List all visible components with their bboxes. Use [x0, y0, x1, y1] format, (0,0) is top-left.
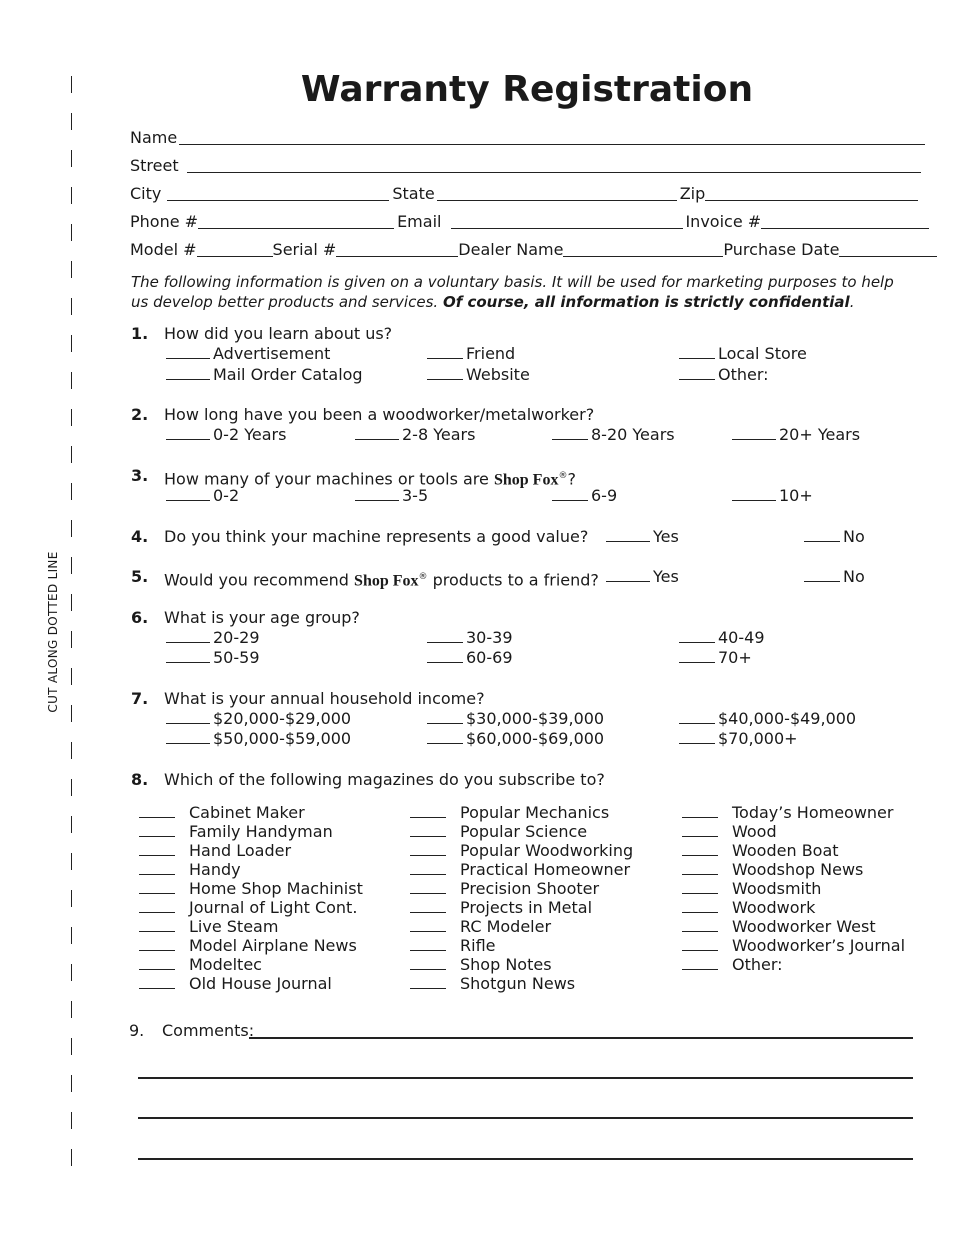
state-field[interactable] — [437, 183, 677, 201]
magazine-label: Today’s Homeowner — [732, 803, 894, 822]
city-row — [130, 182, 918, 204]
street-label: Street — [130, 156, 179, 175]
magazine-checkbox[interactable] — [139, 955, 175, 970]
q3-option[interactable]: 0-2 — [166, 486, 239, 506]
cut-mark — [71, 261, 72, 278]
magazine-label: Practical Homeowner — [460, 860, 631, 879]
phone-label: Phone # — [130, 212, 199, 231]
magazine-checkbox[interactable] — [410, 860, 446, 875]
q6-option[interactable]: 40-49 — [679, 628, 765, 648]
q1-option[interactable]: Website — [427, 365, 530, 385]
q6-option[interactable]: 30-39 — [427, 628, 513, 648]
magazine-checkbox[interactable] — [682, 955, 718, 970]
magazine-checkbox[interactable] — [410, 898, 446, 913]
magazine-checkbox[interactable] — [139, 860, 175, 875]
cut-mark — [71, 964, 72, 981]
q8-number: 8. — [131, 770, 149, 789]
q9-text: Comments: — [162, 1021, 255, 1040]
magazine-label: Shop Notes — [460, 955, 552, 974]
magazine-checkbox[interactable] — [682, 936, 718, 951]
q5-no[interactable]: No — [804, 567, 865, 587]
magazine-label: Popular Woodworking — [460, 841, 634, 860]
q7-option[interactable]: $60,000-$69,000 — [427, 729, 604, 749]
q5-number: 5. — [131, 567, 149, 586]
magazine-label: Precision Shooter — [460, 879, 600, 898]
magazine-checkbox[interactable] — [410, 974, 446, 989]
brand-name: Shop Fox — [354, 572, 419, 590]
magazine-checkbox[interactable] — [410, 803, 446, 818]
q7-option[interactable]: $70,000+ — [679, 729, 798, 749]
magazine-label: Hand Loader — [189, 841, 292, 860]
purchase-date-label: Purchase Date — [723, 240, 840, 259]
q3-option[interactable]: 3-5 — [355, 486, 428, 506]
q1-number: 1. — [131, 324, 149, 343]
email-field[interactable] — [451, 211, 683, 229]
magazine-checkbox[interactable] — [682, 803, 718, 818]
magazine-checkbox[interactable] — [139, 879, 175, 894]
cut-mark — [71, 705, 72, 722]
street-field[interactable] — [187, 155, 921, 173]
cut-mark — [71, 853, 72, 870]
invoice-field[interactable] — [761, 211, 929, 229]
q6-option[interactable]: 70+ — [679, 648, 752, 668]
magazine-label: Journal of Light Cont. — [189, 898, 358, 917]
intro-bold: Of course, all information is strictly confidential — [442, 293, 850, 311]
cut-mark — [71, 557, 72, 574]
comments-line[interactable] — [138, 1077, 913, 1079]
magazine-checkbox[interactable] — [139, 898, 175, 913]
magazine-label: Wood — [732, 822, 777, 841]
magazine-label: Live Steam — [189, 917, 279, 936]
serial-field[interactable] — [336, 239, 458, 257]
cut-mark — [71, 483, 72, 500]
magazine-label: RC Modeler — [460, 917, 552, 936]
magazine-checkbox[interactable] — [682, 898, 718, 913]
cut-mark — [71, 409, 72, 426]
q5-yes[interactable]: Yes — [606, 567, 679, 587]
magazine-checkbox[interactable] — [139, 936, 175, 951]
invoice-label: Invoice # — [685, 212, 762, 231]
magazine-checkbox[interactable] — [682, 841, 718, 856]
magazine-checkbox[interactable] — [682, 822, 718, 837]
magazine-checkbox[interactable] — [682, 879, 718, 894]
magazine-label: Woodworker’s Journal — [732, 936, 906, 955]
cut-mark — [71, 1149, 72, 1166]
magazine-checkbox[interactable] — [139, 822, 175, 837]
city-label: City — [130, 184, 162, 203]
magazine-checkbox[interactable] — [139, 974, 175, 989]
zip-field[interactable] — [705, 183, 918, 201]
zip-label: Zip — [679, 184, 706, 203]
q8-text: Which of the following magazines do you subscribe to? — [164, 770, 605, 789]
cut-mark — [71, 520, 72, 537]
cut-mark — [71, 594, 72, 611]
q4-yes[interactable]: Yes — [606, 527, 679, 547]
magazine-checkbox[interactable] — [139, 917, 175, 932]
phone-field[interactable] — [198, 211, 394, 229]
dealer-field[interactable] — [563, 239, 723, 257]
magazine-label: Cabinet Maker — [189, 803, 305, 822]
cut-mark — [71, 335, 72, 352]
q2-option[interactable]: 8-20 Years — [552, 425, 675, 445]
magazine-checkbox[interactable] — [410, 917, 446, 932]
q7-option[interactable]: $20,000-$29,000 — [166, 709, 351, 729]
cut-mark — [71, 1001, 72, 1018]
q9-number: 9. — [129, 1021, 145, 1040]
comments-line[interactable] — [249, 1037, 913, 1039]
cut-mark — [71, 890, 72, 907]
state-label: State — [392, 184, 435, 203]
magazine-label: Woodworker West — [732, 917, 876, 936]
q3-option[interactable]: 6-9 — [552, 486, 617, 506]
brand-name: Shop Fox — [493, 471, 559, 489]
magazine-label: Other: — [732, 955, 783, 974]
magazine-label: Rifle — [460, 936, 496, 955]
magazine-checkbox[interactable] — [410, 879, 446, 894]
cut-mark — [71, 1112, 72, 1129]
q4-number: 4. — [131, 527, 149, 546]
q1-option[interactable]: Other: — [679, 365, 769, 385]
q4-text: Do you think your machine represents a good value? — [164, 527, 589, 546]
q1-option[interactable]: Advertisement — [166, 344, 330, 364]
serial-label: Serial # — [272, 240, 337, 259]
magazine-label: Handy — [189, 860, 241, 879]
q2-option[interactable]: 20+ Years — [732, 425, 860, 445]
cut-mark — [71, 150, 72, 167]
street-row — [130, 154, 921, 176]
q1-option[interactable]: Mail Order Catalog — [166, 365, 363, 385]
q5-text: Would you recommend Shop Fox® products to a friend? — [164, 570, 599, 590]
name-row — [130, 126, 925, 148]
intro-text: The following information is given on a voluntary basis. It will be used for marketing purposes to help us develop better products and services. — [131, 273, 894, 311]
cut-label: CUT ALONG DOTTED LINE — [46, 551, 60, 713]
model-field[interactable] — [197, 239, 273, 257]
magazine-label: Old House Journal — [189, 974, 332, 993]
intro-end: . — [849, 293, 855, 311]
cut-mark — [71, 298, 72, 315]
page-title: Warranty Registration — [300, 69, 754, 110]
cut-mark — [71, 446, 72, 463]
dealer-label: Dealer Name — [458, 240, 564, 259]
q4-no[interactable]: No — [804, 527, 865, 547]
q1-option[interactable]: Local Store — [679, 344, 807, 364]
model-label: Model # — [130, 240, 197, 259]
name-field[interactable] — [179, 127, 925, 145]
magazine-checkbox[interactable] — [139, 841, 175, 856]
q7-text: What is your annual household income? — [164, 689, 485, 708]
q2-option[interactable]: 0-2 Years — [166, 425, 286, 445]
cut-mark — [71, 1038, 72, 1055]
cut-mark — [71, 742, 72, 759]
q2-number: 2. — [131, 405, 149, 424]
cut-mark — [71, 668, 72, 685]
magazine-label: Woodshop News — [732, 860, 864, 879]
magazine-checkbox[interactable] — [410, 822, 446, 837]
magazine-label: Family Handyman — [189, 822, 333, 841]
magazine-label: Model Airplane News — [189, 936, 357, 955]
q7-number: 7. — [131, 689, 149, 708]
q3-text: How many of your machines or tools are Shop Fox®? — [164, 469, 576, 489]
q6-number: 6. — [131, 608, 149, 627]
magazine-label: Projects in Metal — [460, 898, 593, 917]
email-label: Email — [397, 212, 442, 231]
cut-mark — [71, 1075, 72, 1092]
cut-mark — [71, 816, 72, 833]
magazine-label: Shotgun News — [460, 974, 576, 993]
q6-option[interactable]: 60-69 — [427, 648, 513, 668]
cut-mark — [71, 779, 72, 796]
comments-line[interactable] — [138, 1117, 913, 1119]
q7-option[interactable]: $30,000-$39,000 — [427, 709, 604, 729]
q2-text: How long have you been a woodworker/metalworker? — [164, 405, 595, 424]
cut-mark — [71, 187, 72, 204]
q6-option[interactable]: 20-29 — [166, 628, 260, 648]
magazine-checkbox[interactable] — [682, 860, 718, 875]
magazine-checkbox[interactable] — [410, 841, 446, 856]
q3-option[interactable]: 10+ — [732, 486, 813, 506]
magazine-label: Home Shop Machinist — [189, 879, 363, 898]
intro-paragraph — [131, 272, 911, 312]
magazine-checkbox[interactable] — [682, 917, 718, 932]
purchase-date-field[interactable] — [839, 239, 937, 257]
phone-row — [130, 210, 929, 232]
cut-mark — [71, 224, 72, 241]
q1-option[interactable]: Friend — [427, 344, 515, 364]
q1-text: How did you learn about us? — [164, 324, 393, 343]
cut-mark — [71, 927, 72, 944]
magazine-label: Popular Mechanics — [460, 803, 610, 822]
magazine-label: Popular Science — [460, 822, 588, 841]
q3-number: 3. — [131, 466, 149, 485]
magazine-label: Modeltec — [189, 955, 262, 974]
q6-text: What is your age group? — [164, 608, 360, 627]
name-label: Name — [130, 128, 178, 147]
magazine-label: Woodsmith — [732, 879, 822, 898]
magazine-label: Wooden Boat — [732, 841, 839, 860]
magazine-checkbox[interactable] — [139, 803, 175, 818]
q6-option[interactable]: 50-59 — [166, 648, 260, 668]
cut-mark — [71, 113, 72, 130]
comments-line[interactable] — [138, 1158, 913, 1160]
magazine-checkbox[interactable] — [410, 936, 446, 951]
magazine-label: Woodwork — [732, 898, 816, 917]
q7-option[interactable]: $50,000-$59,000 — [166, 729, 351, 749]
model-row — [130, 238, 937, 260]
cut-mark — [71, 631, 72, 648]
cut-mark — [71, 372, 72, 389]
magazine-checkbox[interactable] — [410, 955, 446, 970]
city-field[interactable] — [167, 183, 389, 201]
q2-option[interactable]: 2-8 Years — [355, 425, 475, 445]
q7-option[interactable]: $40,000-$49,000 — [679, 709, 856, 729]
